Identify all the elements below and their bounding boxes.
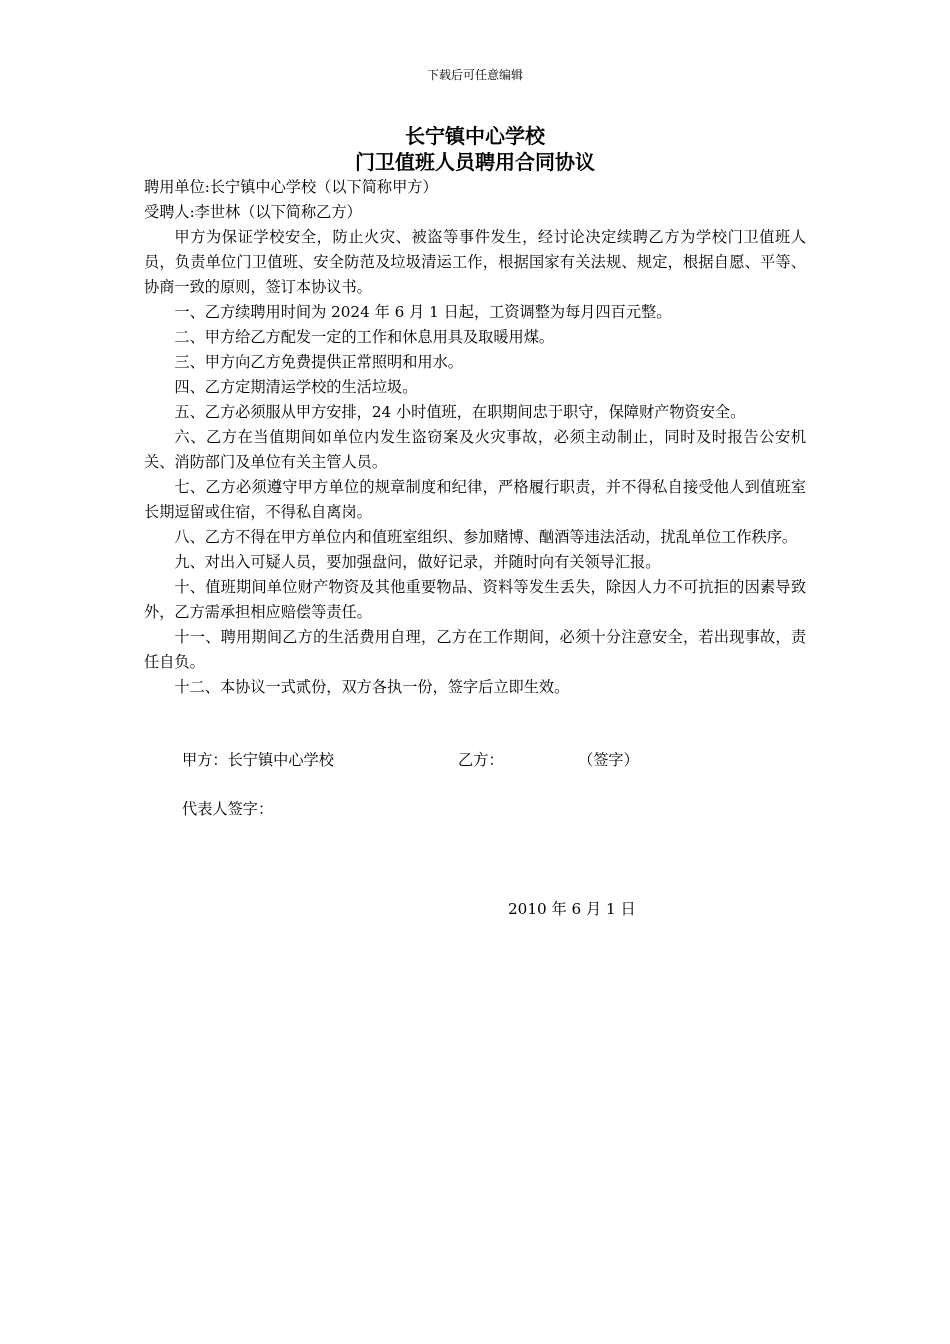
contract-body <box>144 175 806 700</box>
clause-4: 四、乙方定期清运学校的生活垃圾。 <box>174 378 418 396</box>
representative-signature: 代表人签字： <box>182 800 274 818</box>
contract-date: 2010 年 6 月 1 日 <box>508 900 636 918</box>
clause-12: 十二、本协议一式贰份，双方各执一份，签字后立即生效。 <box>174 678 570 696</box>
sign-note: （签字） <box>578 751 639 769</box>
employer-line: 聘用单位:长宁镇中心学校（以下简称甲方） <box>144 178 438 196</box>
clause-8: 八、乙方不得在甲方单位内和值班室组织、参加赌博、酗酒等违法活动，扰乱单位工作秩序。 <box>174 528 798 546</box>
party-b-signature: 乙方： <box>458 751 504 769</box>
clause-10: 十、值班期间单位财产物资及其他重要物品、资料等发生丢失，除因人力不可抗拒的因素导致外，乙方需承担相应赔偿等责任。 <box>144 578 806 621</box>
clause-1: 一、乙方续聘用时间为 2024 年 6 月 1 日起，工资调整为每月四百元整。 <box>174 303 672 321</box>
clause-5: 五、乙方必须服从甲方安排，24 小时值班，在职期间忠于职守，保障财产物资安全。 <box>174 403 746 421</box>
header-note: 下载后可任意编辑 <box>426 68 523 82</box>
clause-7: 七、乙方必须遵守甲方单位的规章制度和纪律，严格履行职责，并不得私自接受他人到值班室长期逗留或住宿，不得私自离岗。 <box>144 478 806 521</box>
employee-line: 受聘人:李世林（以下简称乙方） <box>144 203 362 221</box>
party-a-signature: 甲方：长宁镇中心学校 <box>182 751 334 769</box>
clause-2: 二、甲方给乙方配发一定的工作和休息用具及取暖用煤。 <box>174 328 555 346</box>
clause-6: 六、乙方在当值期间如单位内发生盗窃案及火灾事故，必须主动制止，同时及时报告公安机关、消防部门及单位有关主管人员。 <box>144 428 806 471</box>
contract-title: 门卫值班人员聘用合同协议 <box>355 150 595 174</box>
school-title: 长宁镇中心学校 <box>405 124 545 148</box>
intro-paragraph: 甲方为保证学校安全，防止火灾、被盗等事件发生，经讨论决定续聘乙方为学校门卫值班人员，负责单位门卫值班、安全防范及垃圾清运工作，根据国家有关法规、规定，根据自愿、平等、协商一致的原则，签订本协议书。 <box>144 228 806 296</box>
clause-3: 三、甲方向乙方免费提供正常照明和用水。 <box>174 353 463 371</box>
clause-11: 十一、聘用期间乙方的生活费用自理，乙方在工作期间，必须十分注意安全，若出现事故，责任自负。 <box>144 628 806 671</box>
clause-9: 九、对出入可疑人员，要加强盘问，做好记录，并随时向有关领导汇报。 <box>174 553 661 571</box>
